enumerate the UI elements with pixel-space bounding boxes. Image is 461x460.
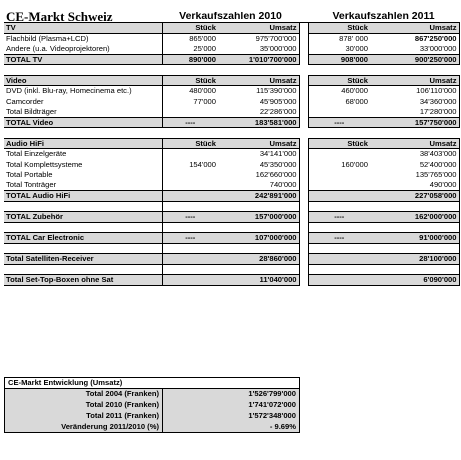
development-header — [5, 378, 300, 389]
total-row-car: TOTAL Car Electronic ---- 107'000'000 ---- 91'000'000 — [4, 233, 459, 244]
total-row-tv: TOTAL TV 890'000 1'010'700'000 908'000 900'250'000 — [4, 54, 459, 65]
table-row: Total Tonträger 740'000 490'000 — [4, 180, 459, 191]
total-row-audio: TOTAL Audio HiFi 242'891'000 227'058'000 — [4, 191, 459, 202]
table-row: DVD (inkl. Blu-ray, Homecinema etc.) 480'000 115'390'000 460'000 106'110'000 — [4, 86, 459, 97]
section-header-video: Video Stück Umsatz Stück Umsatz — [4, 75, 459, 86]
table-row: Total Komplettsysteme 154'000 45'350'000 160'000 52'400'000 — [4, 159, 459, 170]
col-rev-2011: Umsatz — [370, 23, 459, 34]
year-2011-heading: Verkaufszahlen 2011 — [308, 12, 459, 23]
table-row: Total Bildträger 22'286'000 17'280'000 — [4, 107, 459, 118]
table-row: Veränderung 2011/2010 (%) - 9.69% — [5, 422, 300, 433]
sheet-title: CE-Markt Schweiz — [4, 12, 162, 23]
table-row: Total 2004 (Franken) 1'526'799'000 — [5, 389, 300, 400]
table-row: Total 2010 (Franken) 1'741'072'000 — [5, 400, 300, 411]
total-row-video: TOTAL Video ---- 183'581'000 ---- 157'750'000 — [4, 117, 459, 128]
total-row-sat: Total Satelliten-Receiver 28'860'000 28'100'000 — [4, 254, 459, 265]
year-2010-heading: Verkaufszahlen 2010 — [162, 12, 299, 23]
table-row: Total 2011 (Franken) 1'572'348'000 — [5, 411, 300, 422]
table-row: Total Einzelgeräte 34'141'000 38'403'000 — [4, 149, 459, 160]
col-qty-2010: Stück — [162, 23, 218, 34]
sales-table — [4, 12, 460, 286]
section-label: Audio HiFi — [4, 138, 162, 149]
section-label: Video — [4, 75, 162, 86]
col-rev-2010: Umsatz — [218, 23, 299, 34]
sales-sheet — [4, 12, 459, 286]
total-row-zubehoer: TOTAL Zubehör ---- 157'000'000 ---- 162'000'000 — [4, 212, 459, 223]
table-row: Camcorder 77'000 45'905'000 68'000 34'360'000 — [4, 96, 459, 107]
title-row — [4, 12, 459, 23]
section-header-tv — [4, 23, 459, 34]
table-row: Flachbild (Plasma+LCD) 865'000 975'700'000 878' 000 867'250'000 — [4, 33, 459, 44]
total-row-settop: Total Set-Top-Boxen ohne Sat 11'040'000 6'090'000 — [4, 275, 459, 286]
col-qty-2011: Stück — [308, 23, 370, 34]
market-development-table — [4, 377, 300, 433]
section-label: TV — [4, 23, 162, 34]
development-title: CE-Markt Entwicklung (Umsatz) — [5, 378, 300, 389]
table-row: Andere (u.a. Videoprojektoren) 25'000 35'000'000 30'000 33'000'000 — [4, 44, 459, 55]
table-row: Total Portable 162'660'000 135'765'000 — [4, 170, 459, 181]
section-header-audio: Audio HiFi Stück Umsatz Stück Umsatz — [4, 138, 459, 149]
